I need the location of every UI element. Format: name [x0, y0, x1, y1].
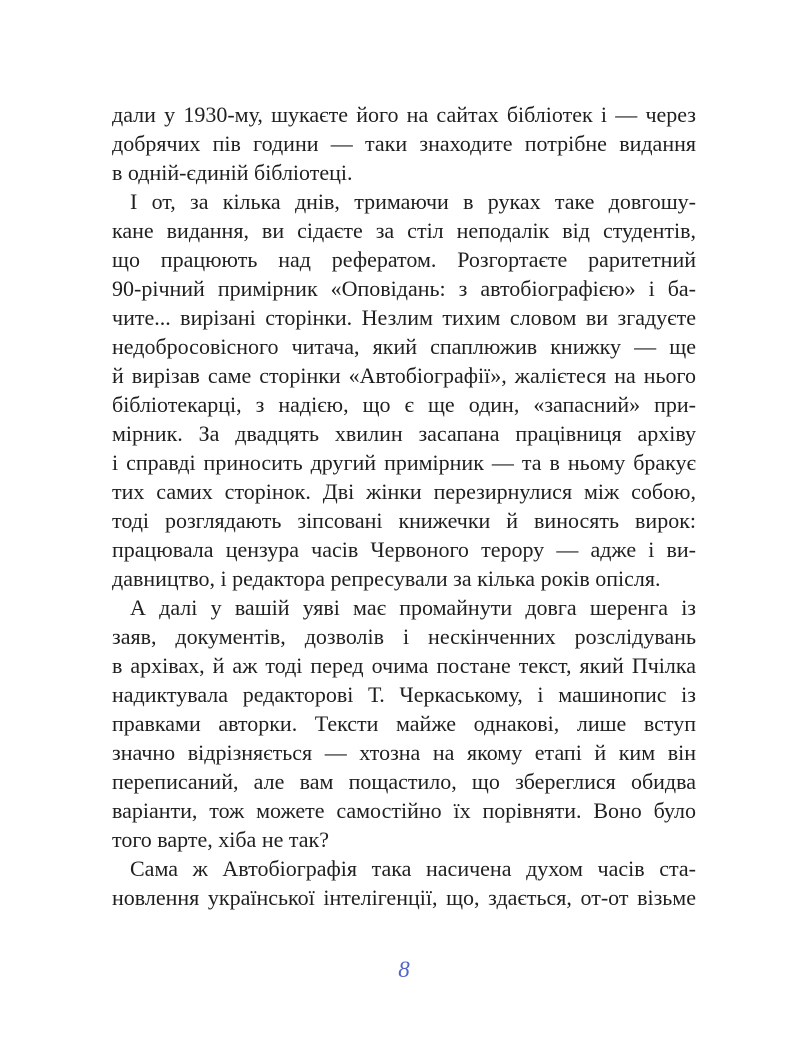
text-line: переписаний, але вам пощастило, що збереглися обидва — [112, 769, 696, 794]
text-line: І от, за кілька днів, тримаючи в руках таке довгошу- — [130, 189, 696, 214]
page-number: 8 — [398, 957, 410, 982]
text-line: Сама ж Автобіографія така насичена духом часів ста- — [130, 856, 696, 881]
text-line: в одній-єдиній бібліотеці. — [112, 160, 353, 185]
text-line: давництво, і редактора репресували за кілька років опісля. — [112, 566, 661, 591]
text-line: тих самих сторінок. Дві жінки перезирнулися між собою, — [112, 479, 696, 504]
text-line: А далі у вашій уяві має промайнути довга шеренга із — [130, 595, 696, 620]
text-line: новлення української інтелігенції, що, здається, от-от візьме — [112, 885, 696, 910]
text-block — [112, 100, 696, 912]
text-line: в архівах, й аж тоді перед очима постане текст, який Пчілка — [112, 653, 696, 678]
paragraph — [112, 593, 696, 854]
text-line: значно відрізняється — хтозна на якому етапі й ким він — [112, 740, 696, 765]
paragraph — [112, 854, 696, 912]
text-line: чите... вирізані сторінки. Незлим тихим словом ви згадуєте — [112, 305, 696, 330]
paragraph — [112, 100, 696, 187]
text-line: правками авторки. Тексти майже однакові, лише вступ — [112, 711, 696, 736]
text-line: того варте, хіба не так? — [112, 827, 329, 852]
text-line: недобросовісного читача, який спаплюжив книжку — ще — [112, 334, 696, 359]
text-line: варіанти, тож можете самостійно їх порівняти. Воно було — [112, 798, 696, 823]
text-line: що працюють над рефератом. Розгортаєте раритетний — [112, 247, 696, 272]
text-line: 90-річний примірник «Оповідань: з автобіографією» і ба- — [112, 276, 696, 301]
text-line: працювала цензура часів Червоного терору — адже і ви- — [112, 537, 696, 562]
text-line: дали у 1930-му, шукаєте його на сайтах бібліотек і — через — [112, 102, 696, 127]
text-line: тоді розглядають зіпсовані книжечки й виносять вирок: — [112, 508, 696, 533]
text-line: заяв, документів, дозволів і нескінченних розслідувань — [112, 624, 696, 649]
text-line: кане видання, ви сідаєте за стіл неподалік від студентів, — [112, 218, 696, 243]
text-line: й вирізав саме сторінки «Автобіографії», жалієтеся на нього — [112, 363, 696, 388]
text-line: бібліотекарці, з надією, що є ще один, «запасний» при- — [112, 392, 696, 417]
paragraph — [112, 187, 696, 593]
text-line: добрячих пів години — таки знаходите потрібне видання — [112, 131, 696, 156]
text-line: і справді приносить другий примірник — та в ньому бракує — [112, 450, 696, 475]
text-line: надиктувала редакторові Т. Черкаському, і машинопис із — [112, 682, 696, 707]
text-line: мірник. За двадцять хвилин засапана працівниця архіву — [112, 421, 696, 446]
